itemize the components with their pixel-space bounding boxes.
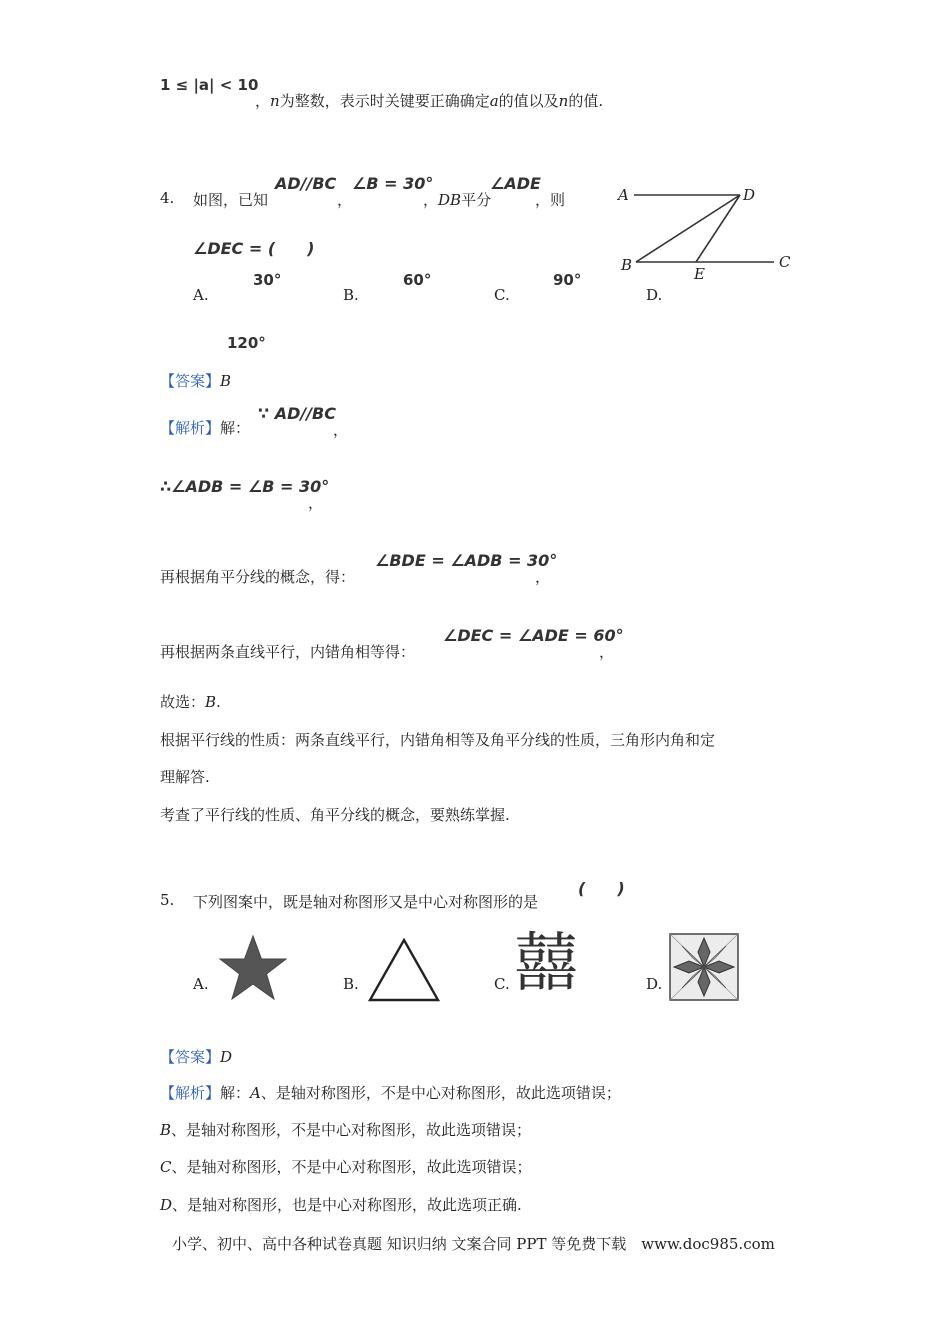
q4-answer xyxy=(160,370,231,391)
point-c-label: C xyxy=(779,253,791,271)
answer-value: B xyxy=(220,372,232,390)
q4-step2-end: ， xyxy=(308,494,324,512)
q5-line-c-text: 、是轴对称图形，不是中心对称图形，故此选项错误； xyxy=(171,1158,532,1176)
q4-step3-end: ， xyxy=(535,568,551,586)
q4-analysis-start xyxy=(160,417,250,438)
q4-step2-formula: ∴∠ADB = ∠B = 30° xyxy=(160,477,330,496)
line-db xyxy=(636,195,740,262)
q5-question: 下列图案中，既是轴对称图形又是中心对称图形的是 xyxy=(193,893,539,911)
q4-option-a-label: A. xyxy=(193,286,209,304)
point-d-label: D xyxy=(743,186,756,204)
q4-condition-parallel: AD//BC xyxy=(275,174,337,193)
var-n: n xyxy=(270,92,280,110)
q5-line-a-text: 、是轴对称图形，不是中心对称图形，故此选项错误； xyxy=(260,1084,621,1102)
pinwheel-pattern-icon xyxy=(668,932,740,1002)
point-a-label: A xyxy=(618,186,629,204)
q5-line-a-letter: A xyxy=(250,1084,261,1102)
q4-option-a-value: 30° xyxy=(253,271,282,289)
q4-step1-formula: ∵ AD//BC xyxy=(258,404,336,423)
point-e-label: E xyxy=(694,265,705,283)
line-de xyxy=(696,195,740,262)
choose-value: B. xyxy=(205,693,221,711)
q5-analysis-line-b xyxy=(160,1119,531,1140)
q4-step4-formula: ∠DEC = ∠ADE = 60° xyxy=(443,626,624,645)
point-b-label: B xyxy=(621,256,633,274)
prev-explanation xyxy=(255,90,603,111)
q5-paren: ( ) xyxy=(578,879,625,898)
q4-note-line-3: 考查了平行线的性质、角平分线的概念，要熟练掌握. xyxy=(160,806,510,824)
q4-note-line-1: 根据平行线的性质：两条直线平行，内错角相等及角平分线的性质，三角形内角和定 xyxy=(160,731,716,749)
q5-option-d-label: D. xyxy=(646,975,663,993)
q4-option-d-label: D. xyxy=(646,286,663,304)
q5-analysis-line-a xyxy=(160,1082,621,1103)
q5-analysis-line-c xyxy=(160,1156,532,1177)
analysis-start: 解： xyxy=(220,419,251,437)
q4-step3-formula: ∠BDE = ∠ADB = 30° xyxy=(375,551,558,570)
q5-option-b-label: B. xyxy=(343,975,359,993)
analysis-tag: 【解析】 xyxy=(160,419,221,437)
q5-line-b-letter: B xyxy=(160,1121,172,1139)
q4-db: DB xyxy=(438,191,462,209)
double-happiness-icon: 囍 xyxy=(514,927,576,1001)
q4-comma-2 xyxy=(423,189,491,210)
var-a: a xyxy=(489,92,499,110)
q5-analysis-line-d xyxy=(160,1194,522,1215)
q4-option-c-value: 90° xyxy=(553,271,582,289)
q5-line-b-text: 、是轴对称图形，不是中心对称图形，故此选项错误； xyxy=(171,1121,532,1139)
prev-text-mid: 为整数，表示时关键要正确确定 xyxy=(279,92,490,110)
q4-step4-text: 再根据两条直线平行，内错角相等得： xyxy=(160,643,416,661)
page-footer: 小学、初中、高中各种试卷真题 知识归纳 文案合同 PPT 等免费下载 www.doc985.com xyxy=(172,1235,775,1253)
q4-condition-angle-b: ∠B = 30° xyxy=(352,174,434,193)
q4-step1-end: ， xyxy=(333,421,349,439)
q4-note-line-2: 理解答. xyxy=(160,768,210,786)
q5-number: 5. xyxy=(160,891,175,909)
prev-comma: ， xyxy=(255,92,271,110)
formula-a-range: 1 ≤ |a| < 10 xyxy=(160,76,259,94)
q5-line-d-text: 、是轴对称图形，也是中心对称图形，故此选项正确. xyxy=(172,1196,522,1214)
q4-choose xyxy=(160,691,221,712)
q5-option-a-label: A. xyxy=(193,975,209,993)
choose-text: 故选： xyxy=(160,693,206,711)
q5-line-d-letter: D xyxy=(160,1196,173,1214)
q5-option-c-label: C. xyxy=(494,975,510,993)
q4-bisect: 平分 xyxy=(461,191,492,209)
q4-geometry-figure xyxy=(612,178,802,286)
q4-comma-1: ， xyxy=(337,191,353,209)
prev-text-end: 的值. xyxy=(568,92,604,110)
q4-then: ，则 xyxy=(535,191,566,209)
q4-option-b-value: 60° xyxy=(403,271,432,289)
q4-step3-text: 再根据角平分线的概念，得： xyxy=(160,568,356,586)
q4-intro: 如图，已知 xyxy=(193,191,269,209)
q4-question: ∠DEC = ( ) xyxy=(193,239,315,258)
q5-analysis-start: 解： xyxy=(220,1084,251,1102)
triangle-icon xyxy=(366,936,442,1004)
q4-option-d-value: 120° xyxy=(227,334,266,352)
q4-option-b-label: B. xyxy=(343,286,359,304)
q4-step4-end: ， xyxy=(599,643,615,661)
answer-tag: 【答案】 xyxy=(160,372,221,390)
star-icon xyxy=(217,934,289,1002)
q4-comma-2-text: ， xyxy=(423,191,439,209)
q5-analysis-tag: 【解析】 xyxy=(160,1084,221,1102)
prev-text-mid2: 的值以及 xyxy=(498,92,559,110)
q4-option-c-label: C. xyxy=(494,286,510,304)
q5-answer xyxy=(160,1046,232,1067)
var-n-2: n xyxy=(558,92,569,110)
q4-condition-angle-ade: ∠ADE xyxy=(490,174,541,193)
q4-number: 4. xyxy=(160,189,175,207)
q5-answer-tag: 【答案】 xyxy=(160,1048,221,1066)
q5-line-c-letter: C xyxy=(160,1158,172,1176)
q5-answer-value: D xyxy=(220,1048,233,1066)
